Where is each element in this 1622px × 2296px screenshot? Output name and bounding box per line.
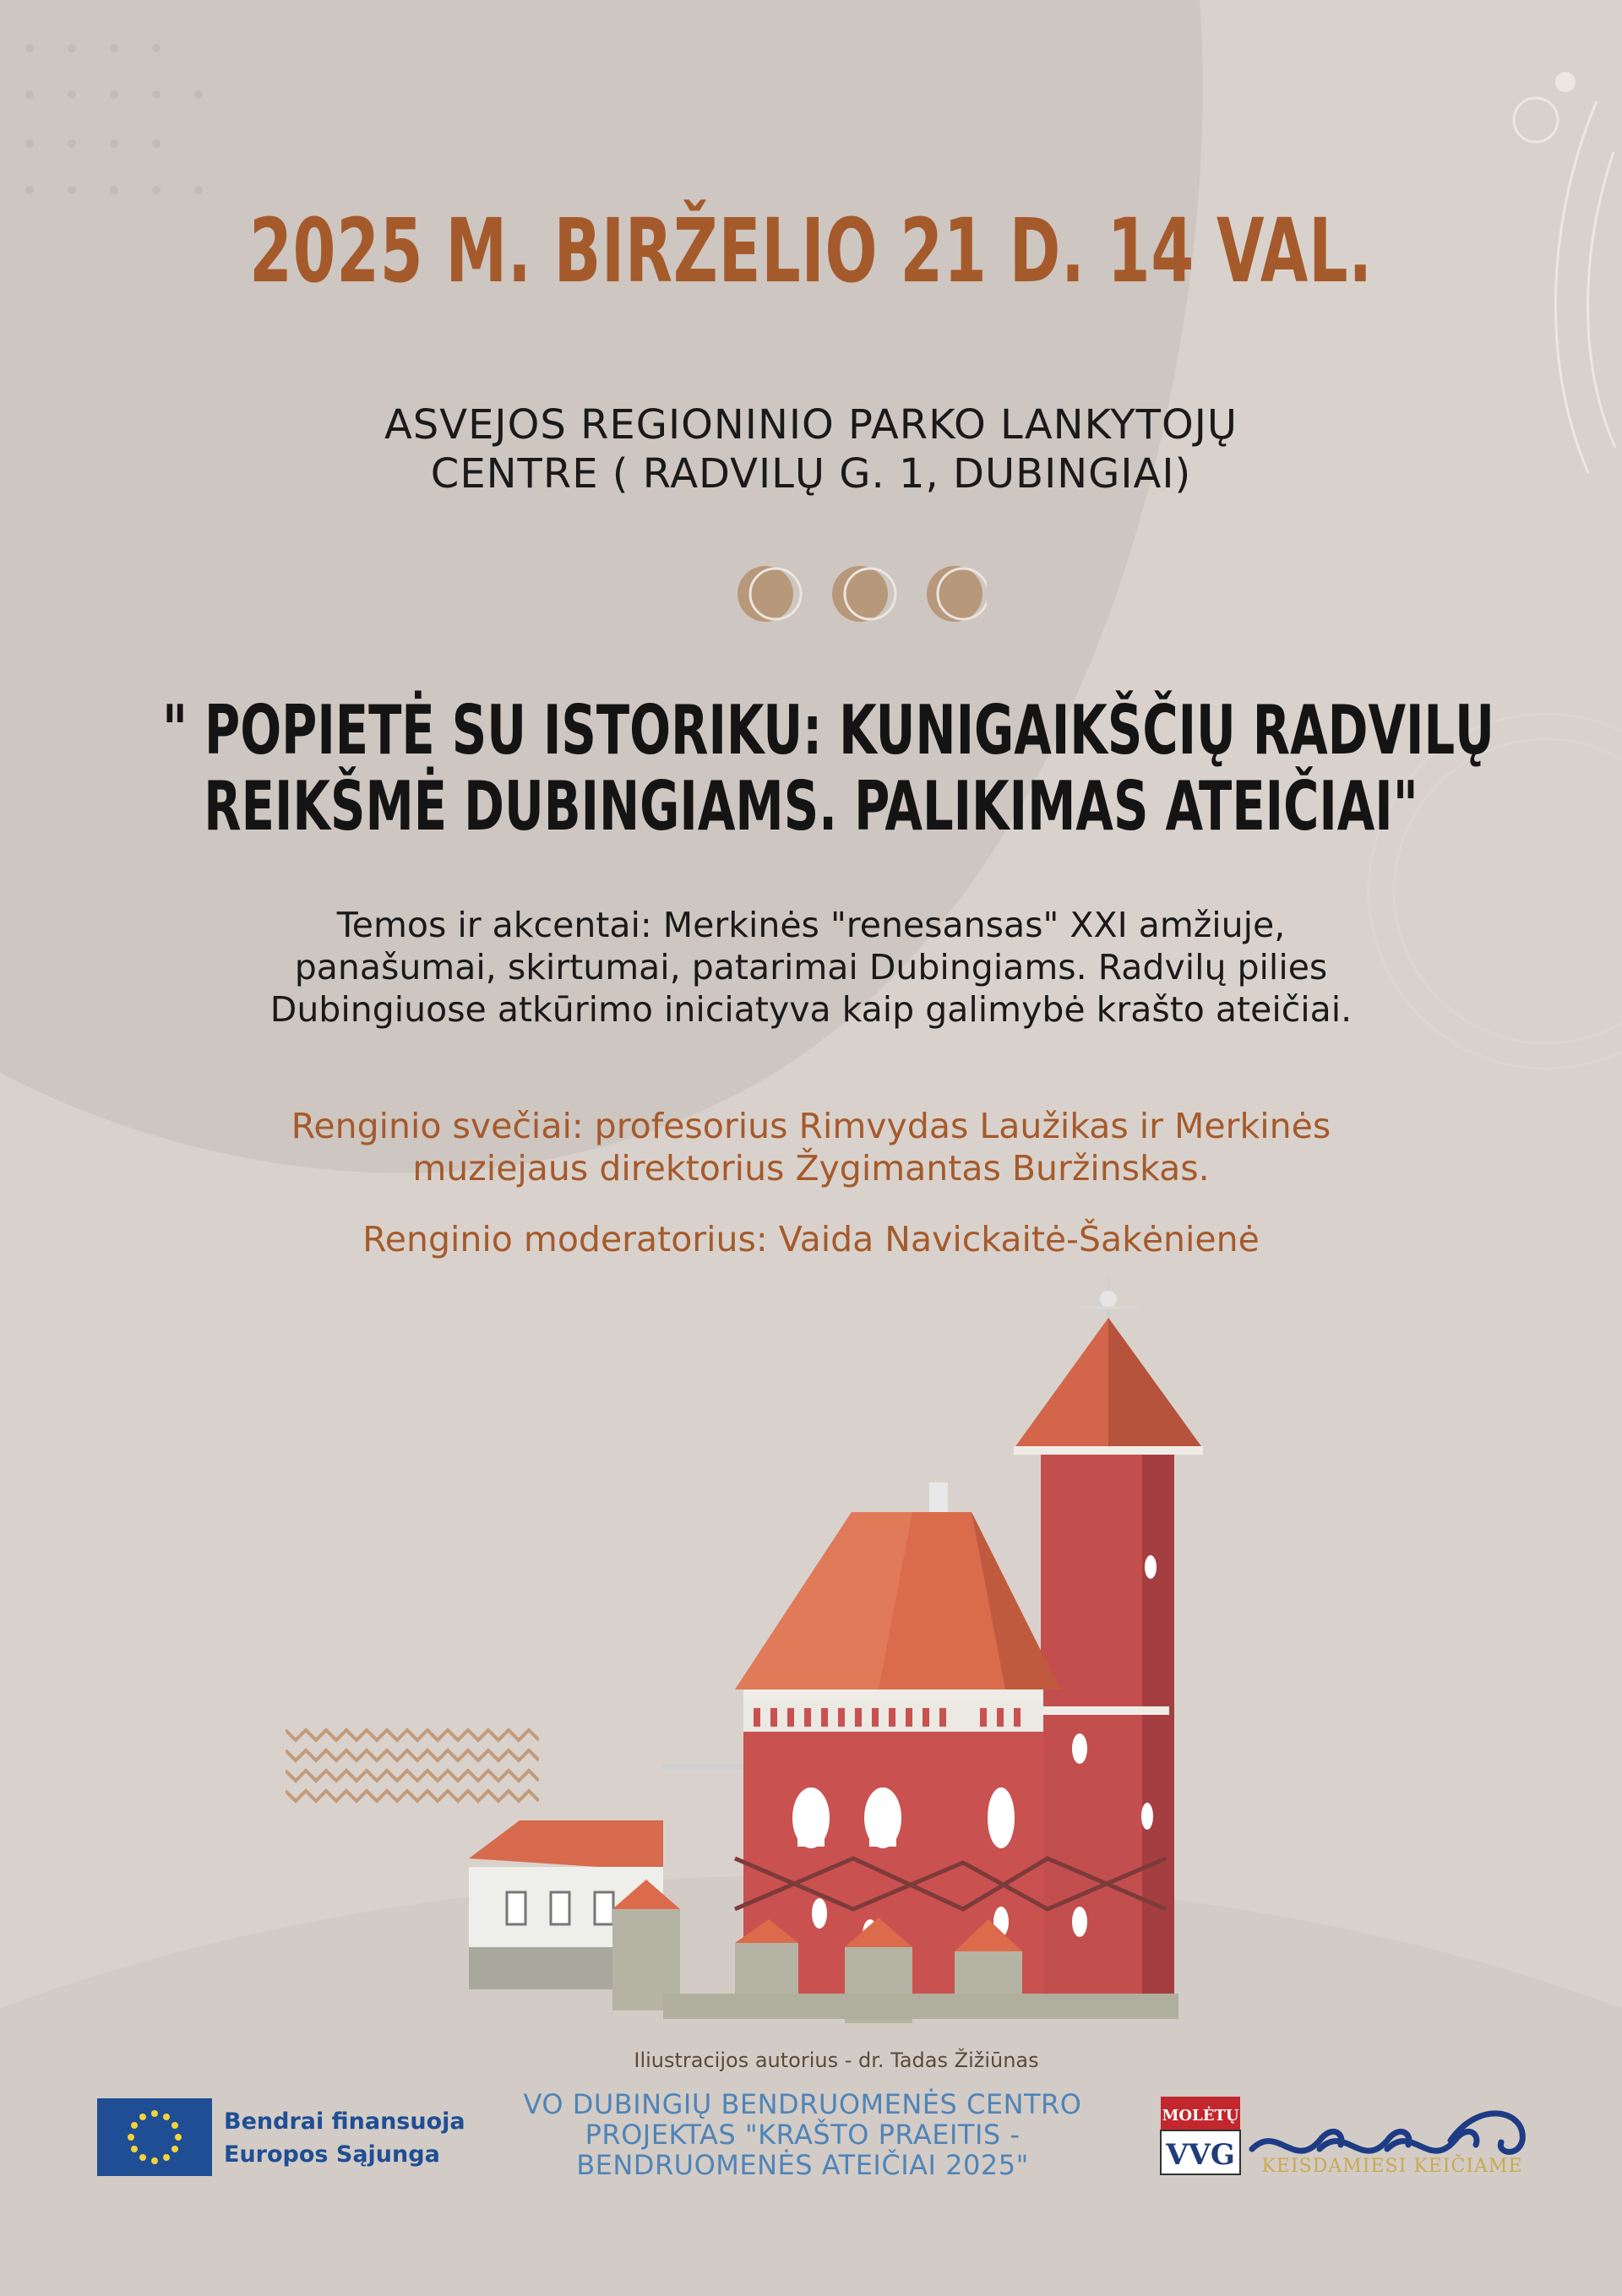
topics-line: Temos ir akcentai: Merkinės "renesansas" XXI amžiuje, <box>336 905 1286 945</box>
eu-cofunding-text <box>224 2105 465 2171</box>
divider-dot <box>738 566 793 622</box>
event-topics <box>0 904 1622 1031</box>
project-line: BENDRUOMENĖS ATEIČIAI 2025" <box>576 2148 1029 2181</box>
slogan-text: KEISDAMIESI KEIČIAME <box>1261 2156 1523 2177</box>
event-moderator: Renginio moderatorius: Vaida Navickaitė-Šakėnienė <box>362 1219 1260 1260</box>
title-line: " POPIETĖ SU ISTORIKU: KUNIGAIKŠČIŲ RADVILŲ <box>162 691 1494 770</box>
topics-line: panašumai, skirtumai, patarimai Dubingiams. Radvilų pilies <box>294 947 1328 988</box>
guests-line: Renginio svečiai: profesorius Rimvydas Laužikas ir Merkinės <box>291 1106 1331 1146</box>
title-line: REIKŠMĖ DUBINGIAMS. PALIKIMAS ATEIČIAI" <box>204 766 1418 846</box>
eu-cofunding-logo <box>97 2098 486 2183</box>
venue-line: ASVEJOS REGIONINIO PARKO LANKYTOJŲ <box>384 401 1238 449</box>
event-venue <box>0 401 1622 498</box>
three-dots-divider <box>733 564 987 623</box>
project-line: VO DUBINGIŲ BENDRUOMENĖS CENTRO <box>523 2088 1082 2120</box>
event-datetime: 2025 M. BIRŽELIO 21 D. 14 VAL. <box>249 199 1373 302</box>
eu-text-line: Europos Sąjunga <box>224 2141 440 2168</box>
vvg-main-text: VVG <box>1166 2138 1235 2172</box>
event-guests <box>0 1105 1622 1189</box>
divider-dot <box>832 566 888 622</box>
eu-text-line: Bendrai finansuoja <box>224 2108 465 2135</box>
eu-flag-icon <box>97 2098 212 2176</box>
divider-dot <box>927 566 982 622</box>
vvg-top-text: MOLĖTŲ <box>1162 2107 1239 2125</box>
event-title <box>162 691 1494 846</box>
castle-tower-illustration <box>456 1267 1216 2044</box>
topics-line: Dubingiuose atkūrimo iniciatyva kaip galimybė krašto ateičiai. <box>269 989 1353 1031</box>
project-statement <box>473 2090 1132 2180</box>
guests-line: muziejaus direktorius Žygimantas Buržinskas. <box>412 1148 1210 1189</box>
illustration-credit: Iliustracijos autorius - dr. Tadas Žižiūnas <box>634 2048 1039 2072</box>
project-line: PROJEKTAS "KRAŠTO PRAEITIS - <box>585 2118 1021 2151</box>
venue-line: CENTRE ( RADVILŲ G. 1, DUBINGIAI) <box>430 449 1192 498</box>
